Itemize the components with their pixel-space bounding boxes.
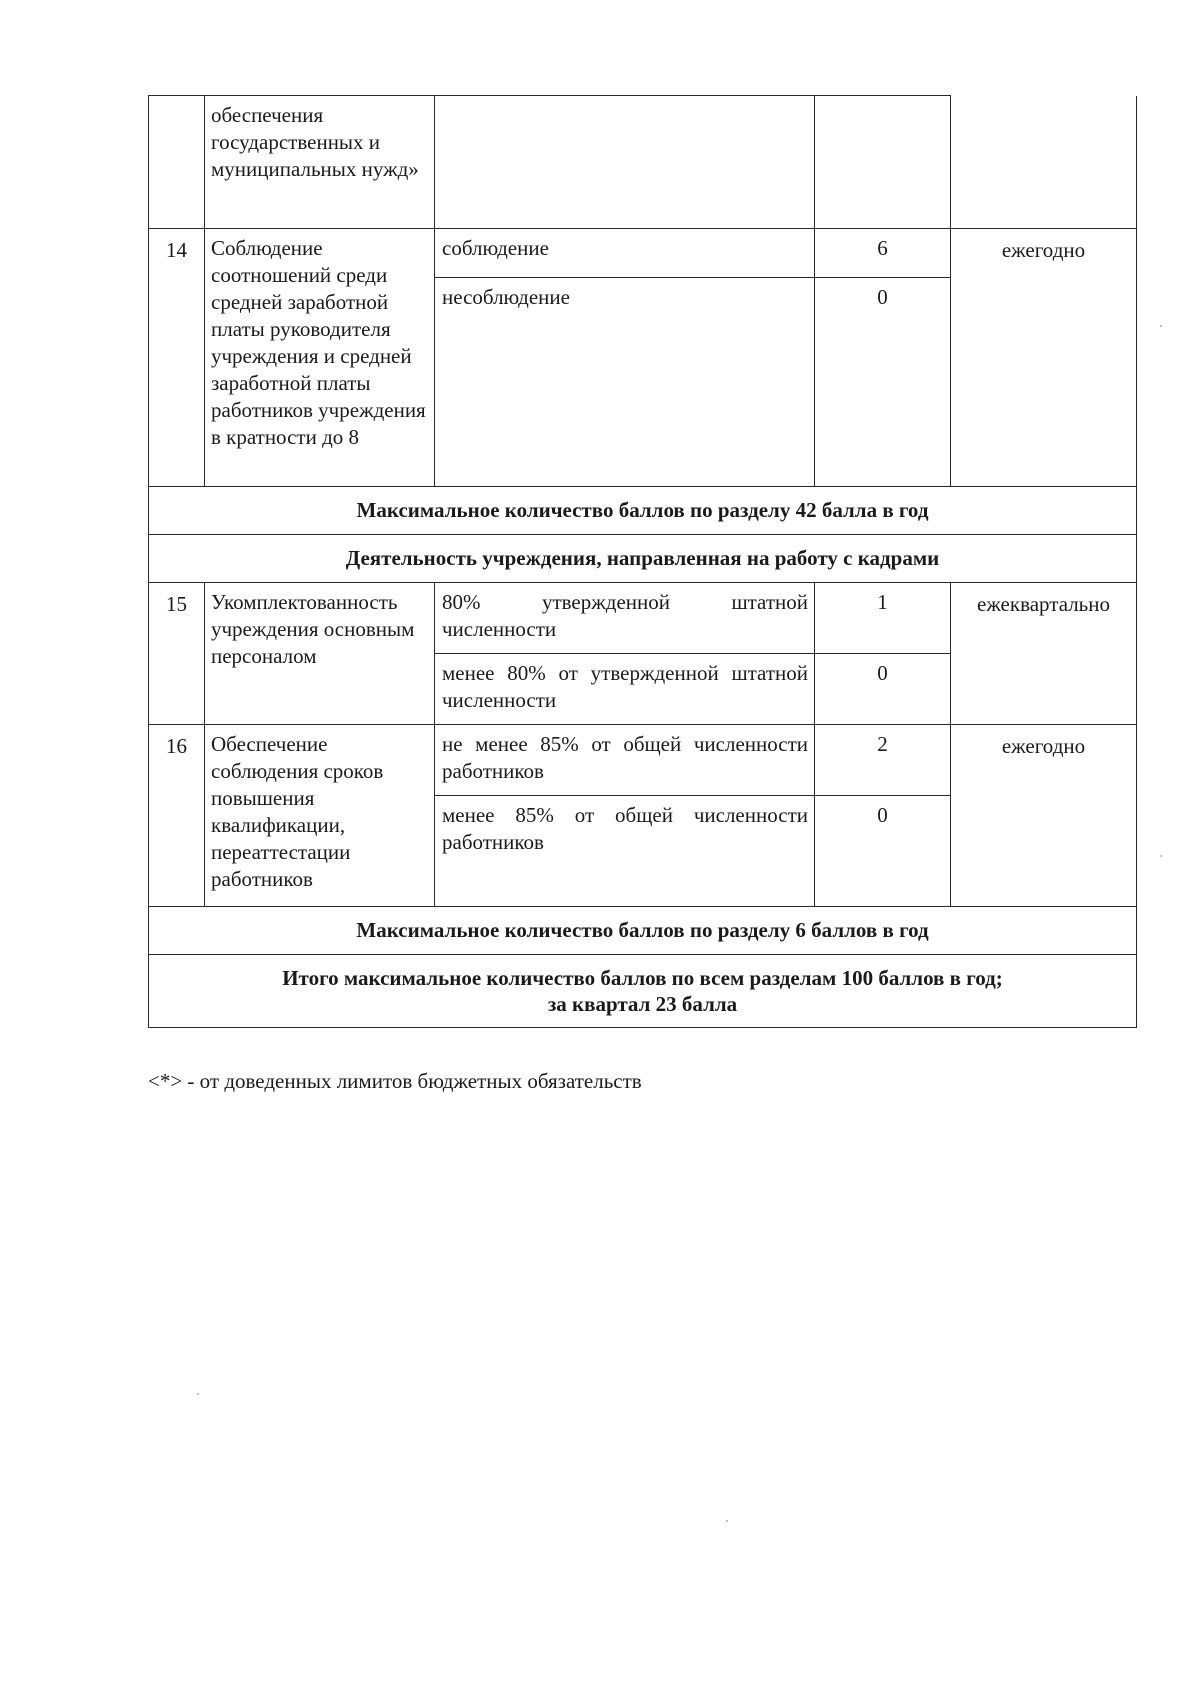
table-row <box>149 229 1137 278</box>
footnote: <*> - от доведенных лимитов бюджетных обязательств <box>148 1069 642 1093</box>
indicator-name-cell <box>205 96 435 229</box>
assessment-period: ежегодно <box>951 725 1137 907</box>
table-row-continuation <box>149 96 1137 229</box>
total-max-points <box>149 955 1137 1028</box>
row-number: 16 <box>149 725 205 907</box>
assessment-period: ежегодно <box>951 229 1137 487</box>
row-number: 14 <box>149 229 205 487</box>
section-title-row <box>149 535 1137 583</box>
section-max-points: Максимальное количество баллов по разделу 6 баллов в год <box>149 907 1137 955</box>
section-summary-row <box>149 907 1137 955</box>
indicator-name: Обеспечение соблюдения сроков повышения квалификации, переаттестации работников <box>205 725 435 907</box>
criteria-table <box>148 95 1137 1028</box>
number-cell <box>149 96 205 229</box>
indicator-name: Соблюдение соотношений среди средней заработной платы руководителя учреждения и средней заработной платы работников учреждения в кратности до 8 <box>205 229 435 487</box>
total-line-1: Итого максимальное количество баллов по всем разделам 100 баллов в год; <box>282 966 1003 990</box>
indicator-name: Укомплектованность учреждения основным персоналом <box>205 583 435 725</box>
scan-speck <box>1160 855 1162 857</box>
criterion-text: менее 80% от утвержденной штатной численности <box>435 654 815 725</box>
criterion-points: 2 <box>815 725 951 796</box>
criterion-text: не менее 85% от общей численности работников <box>435 725 815 796</box>
criterion-text: несоблюдение <box>435 278 815 487</box>
scan-speck <box>197 1393 199 1395</box>
section-max-points: Максимальное количество баллов по разделу 42 балла в год <box>149 487 1137 535</box>
criterion-text: менее 85% от общей численности работников <box>435 796 815 907</box>
criterion-points: 1 <box>815 583 951 654</box>
criterion-points: 6 <box>815 229 951 278</box>
scan-speck <box>1160 325 1162 327</box>
criterion-points: 0 <box>815 654 951 725</box>
total-row <box>149 955 1137 1028</box>
row-number: 15 <box>149 583 205 725</box>
total-line-2: за квартал 23 балла <box>547 992 738 1016</box>
criterion-points: 0 <box>815 278 951 487</box>
scan-speck <box>726 1520 728 1522</box>
indicator-name: обеспечения государственных и муниципальных нужд» <box>211 103 419 181</box>
assessment-period: ежеквартально <box>951 583 1137 725</box>
criterion-text: соблюдение <box>435 229 815 278</box>
criteria-cell <box>435 96 815 229</box>
section-title: Деятельность учреждения, направленная на работу с кадрами <box>149 535 1137 583</box>
points-cell <box>815 96 951 229</box>
period-cell <box>951 96 1137 229</box>
criterion-text: 80% утвержденной штатной численности <box>435 583 815 654</box>
criterion-points: 0 <box>815 796 951 907</box>
table-row <box>149 583 1137 654</box>
table-row <box>149 725 1137 796</box>
section-summary-row <box>149 487 1137 535</box>
